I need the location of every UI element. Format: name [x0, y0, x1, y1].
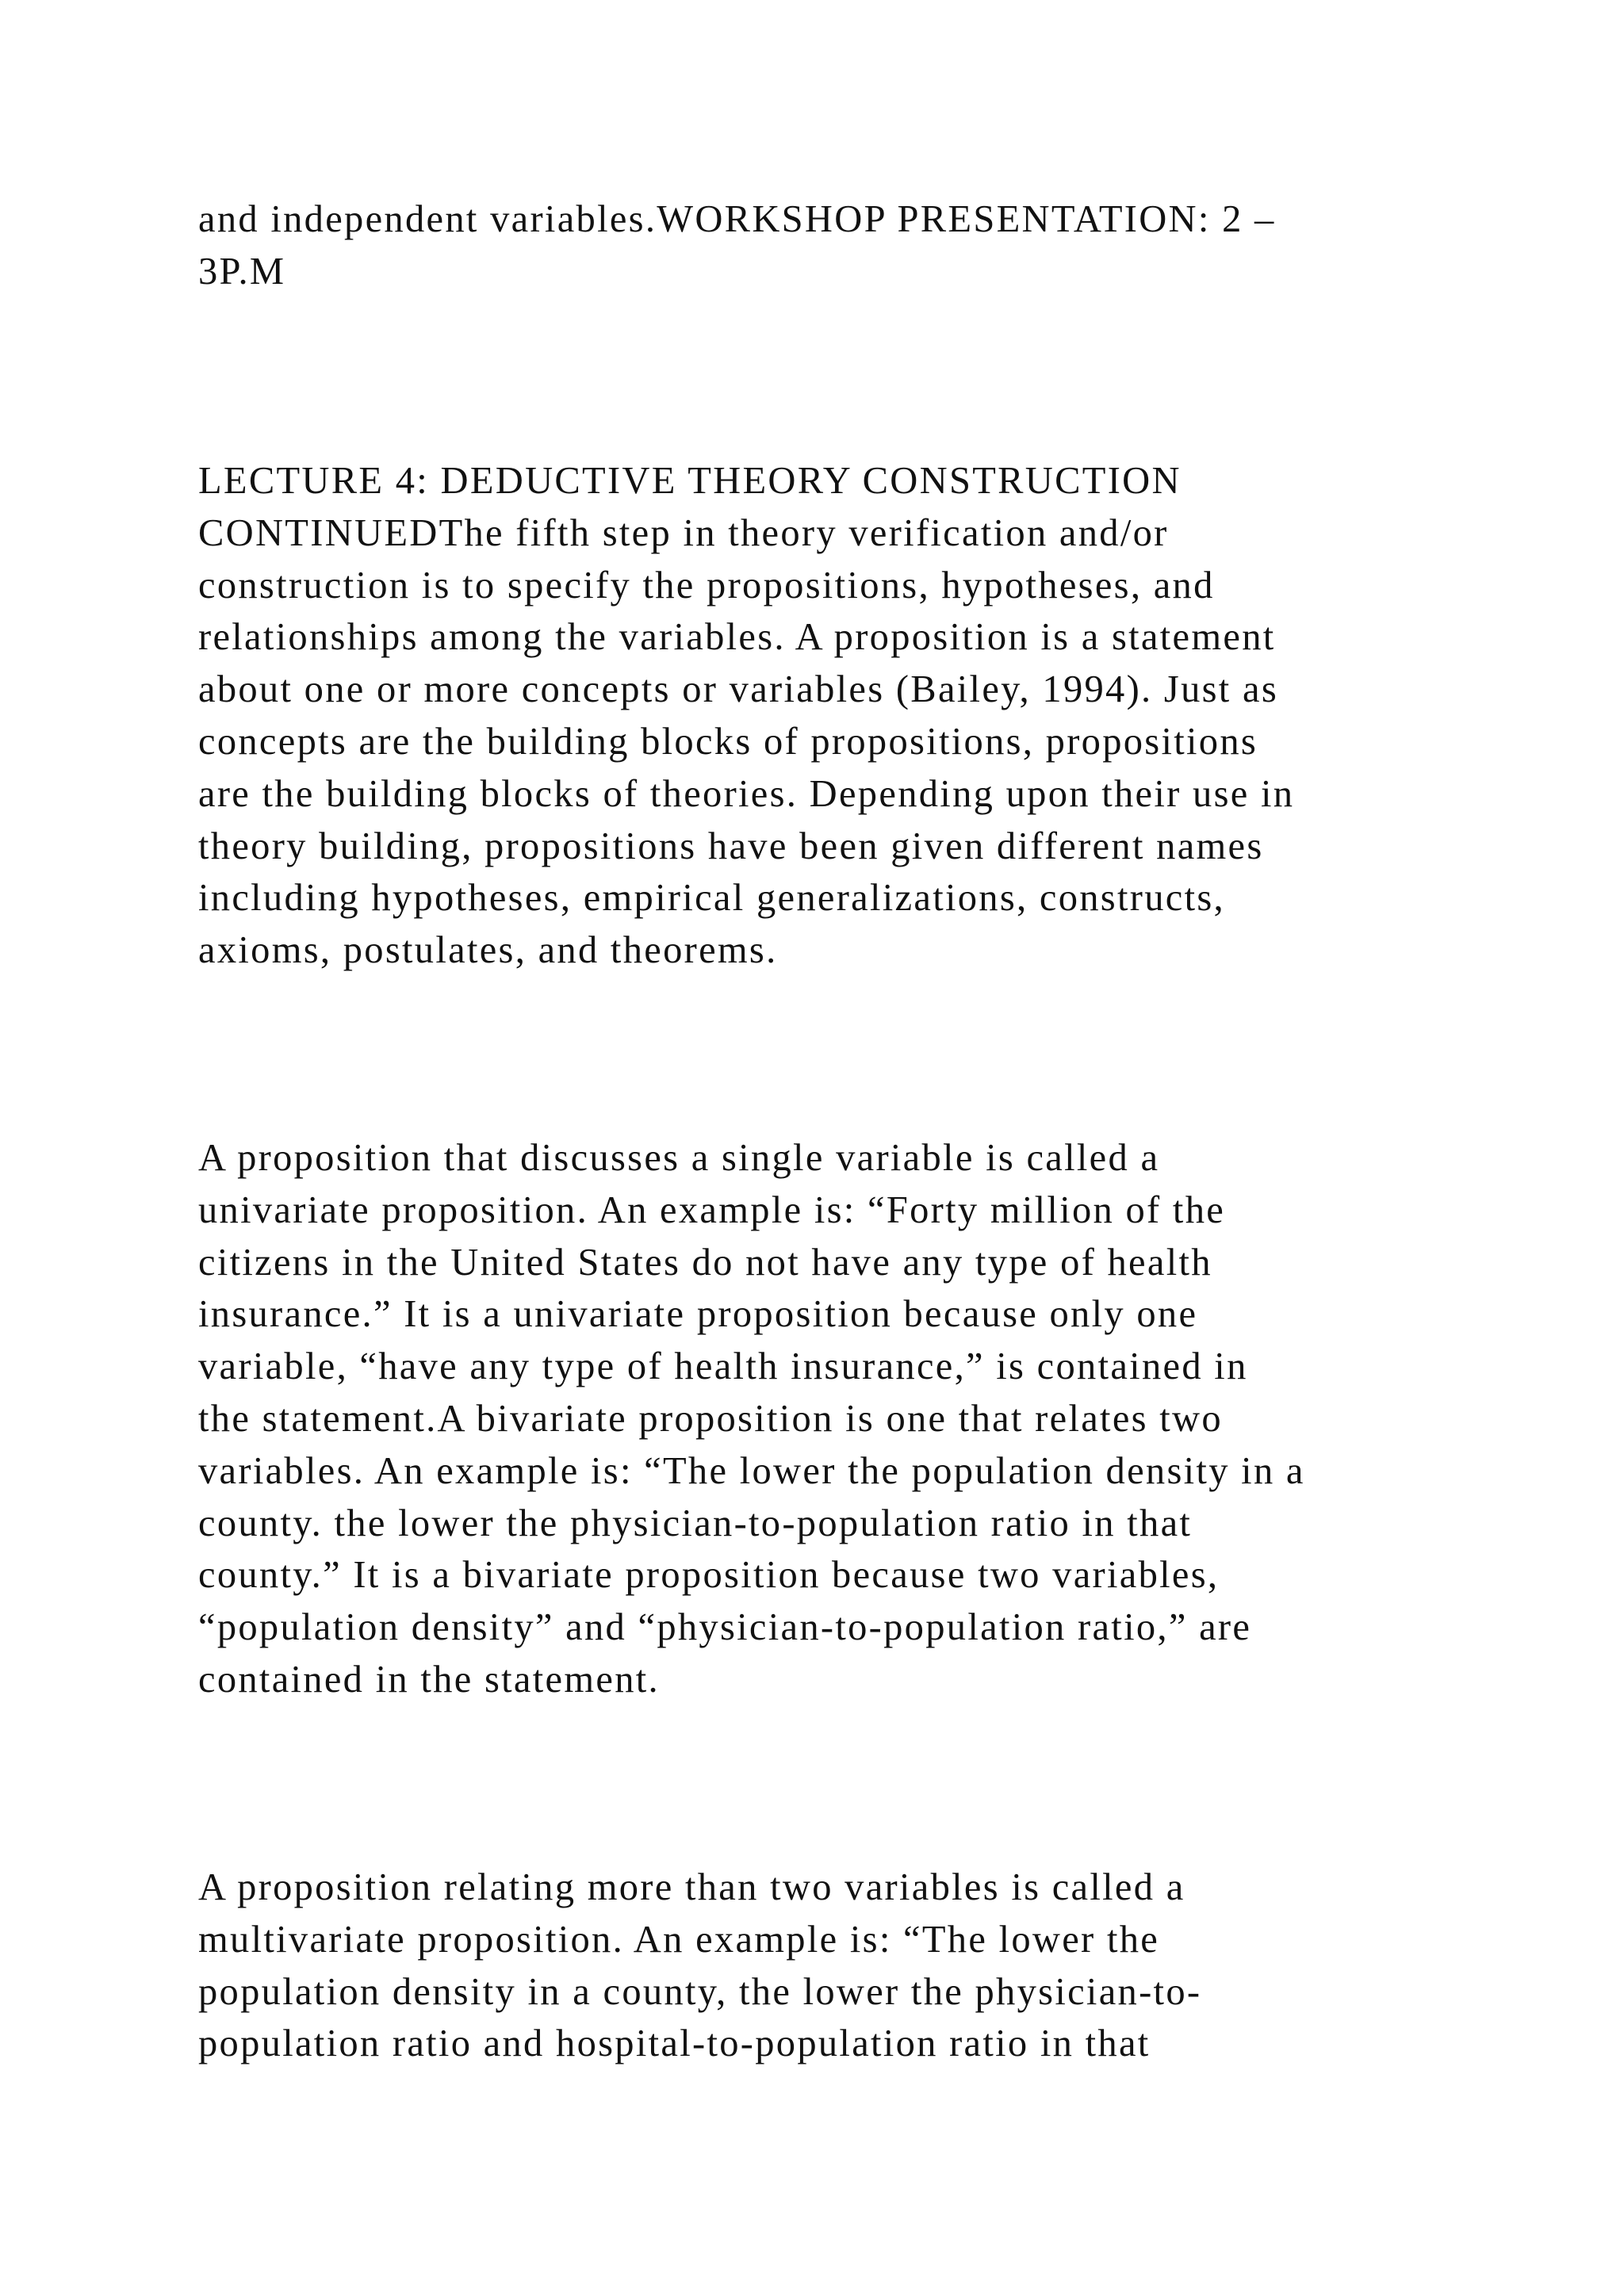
paragraph-workshop-presentation	[198, 193, 1451, 298]
text-line: about one or more concepts or variables (Bailey, 1994). Just as	[198, 668, 1278, 711]
text-line: CONTINUEDThe fifth step in theory verification and/or	[198, 511, 1169, 554]
text-line: A proposition relating more than two variables is called a	[198, 1866, 1185, 1908]
text-line: construction is to specify the propositions, hypotheses, and	[198, 564, 1215, 607]
text-line: county. the lower the physician-to-population ratio in that	[198, 1502, 1193, 1544]
text-line: variables. An example is: “The lower the population density in a	[198, 1449, 1305, 1492]
text-line: citizens in the United States do not have any type of health	[198, 1241, 1212, 1284]
paragraph-lecture-4-propositions	[198, 455, 1451, 977]
text-line: variable, “have any type of health insurance,” is contained in	[198, 1345, 1248, 1388]
text-line: including hypotheses, empirical generalizations, constructs,	[198, 877, 1225, 920]
text-line: concepts are the building blocks of propositions, propositions	[198, 720, 1258, 763]
text-line: A proposition that discusses a single variable is called a	[198, 1137, 1160, 1179]
text-line: 3P.M	[198, 250, 286, 293]
text-line: axioms, postulates, and theorems.	[198, 929, 778, 972]
text-line: insurance.” It is a univariate proposition because only one	[198, 1293, 1198, 1336]
text-line: multivariate proposition. An example is: “The lower the	[198, 1918, 1160, 1961]
text-line: are the building blocks of theories. Depending upon their use in	[198, 772, 1295, 815]
text-line: contained in the statement.	[198, 1658, 660, 1701]
text-line: the statement.A bivariate proposition is one that relates two	[198, 1397, 1223, 1440]
paragraph-univariate-bivariate	[198, 1132, 1451, 1706]
text-line: county.” It is a bivariate proposition because two variables,	[198, 1554, 1220, 1597]
text-line: univariate proposition. An example is: “Forty million of the	[198, 1188, 1226, 1231]
text-line: “population density” and “physician-to-population ratio,” are	[198, 1606, 1252, 1649]
text-line: relationships among the variables. A proposition is a statement	[198, 616, 1276, 659]
text-line: and independent variables.WORKSHOP PRESENTATION: 2 –	[198, 198, 1276, 240]
text-line: LECTURE 4: DEDUCTIVE THEORY CONSTRUCTION	[198, 460, 1182, 502]
paragraph-multivariate	[198, 1862, 1451, 2070]
text-line: population ratio and hospital-to-population ratio in that	[198, 2022, 1151, 2065]
text-line: population density in a county, the lower the physician-to-	[198, 1970, 1202, 2013]
text-line: theory building, propositions have been given different names	[198, 825, 1264, 867]
